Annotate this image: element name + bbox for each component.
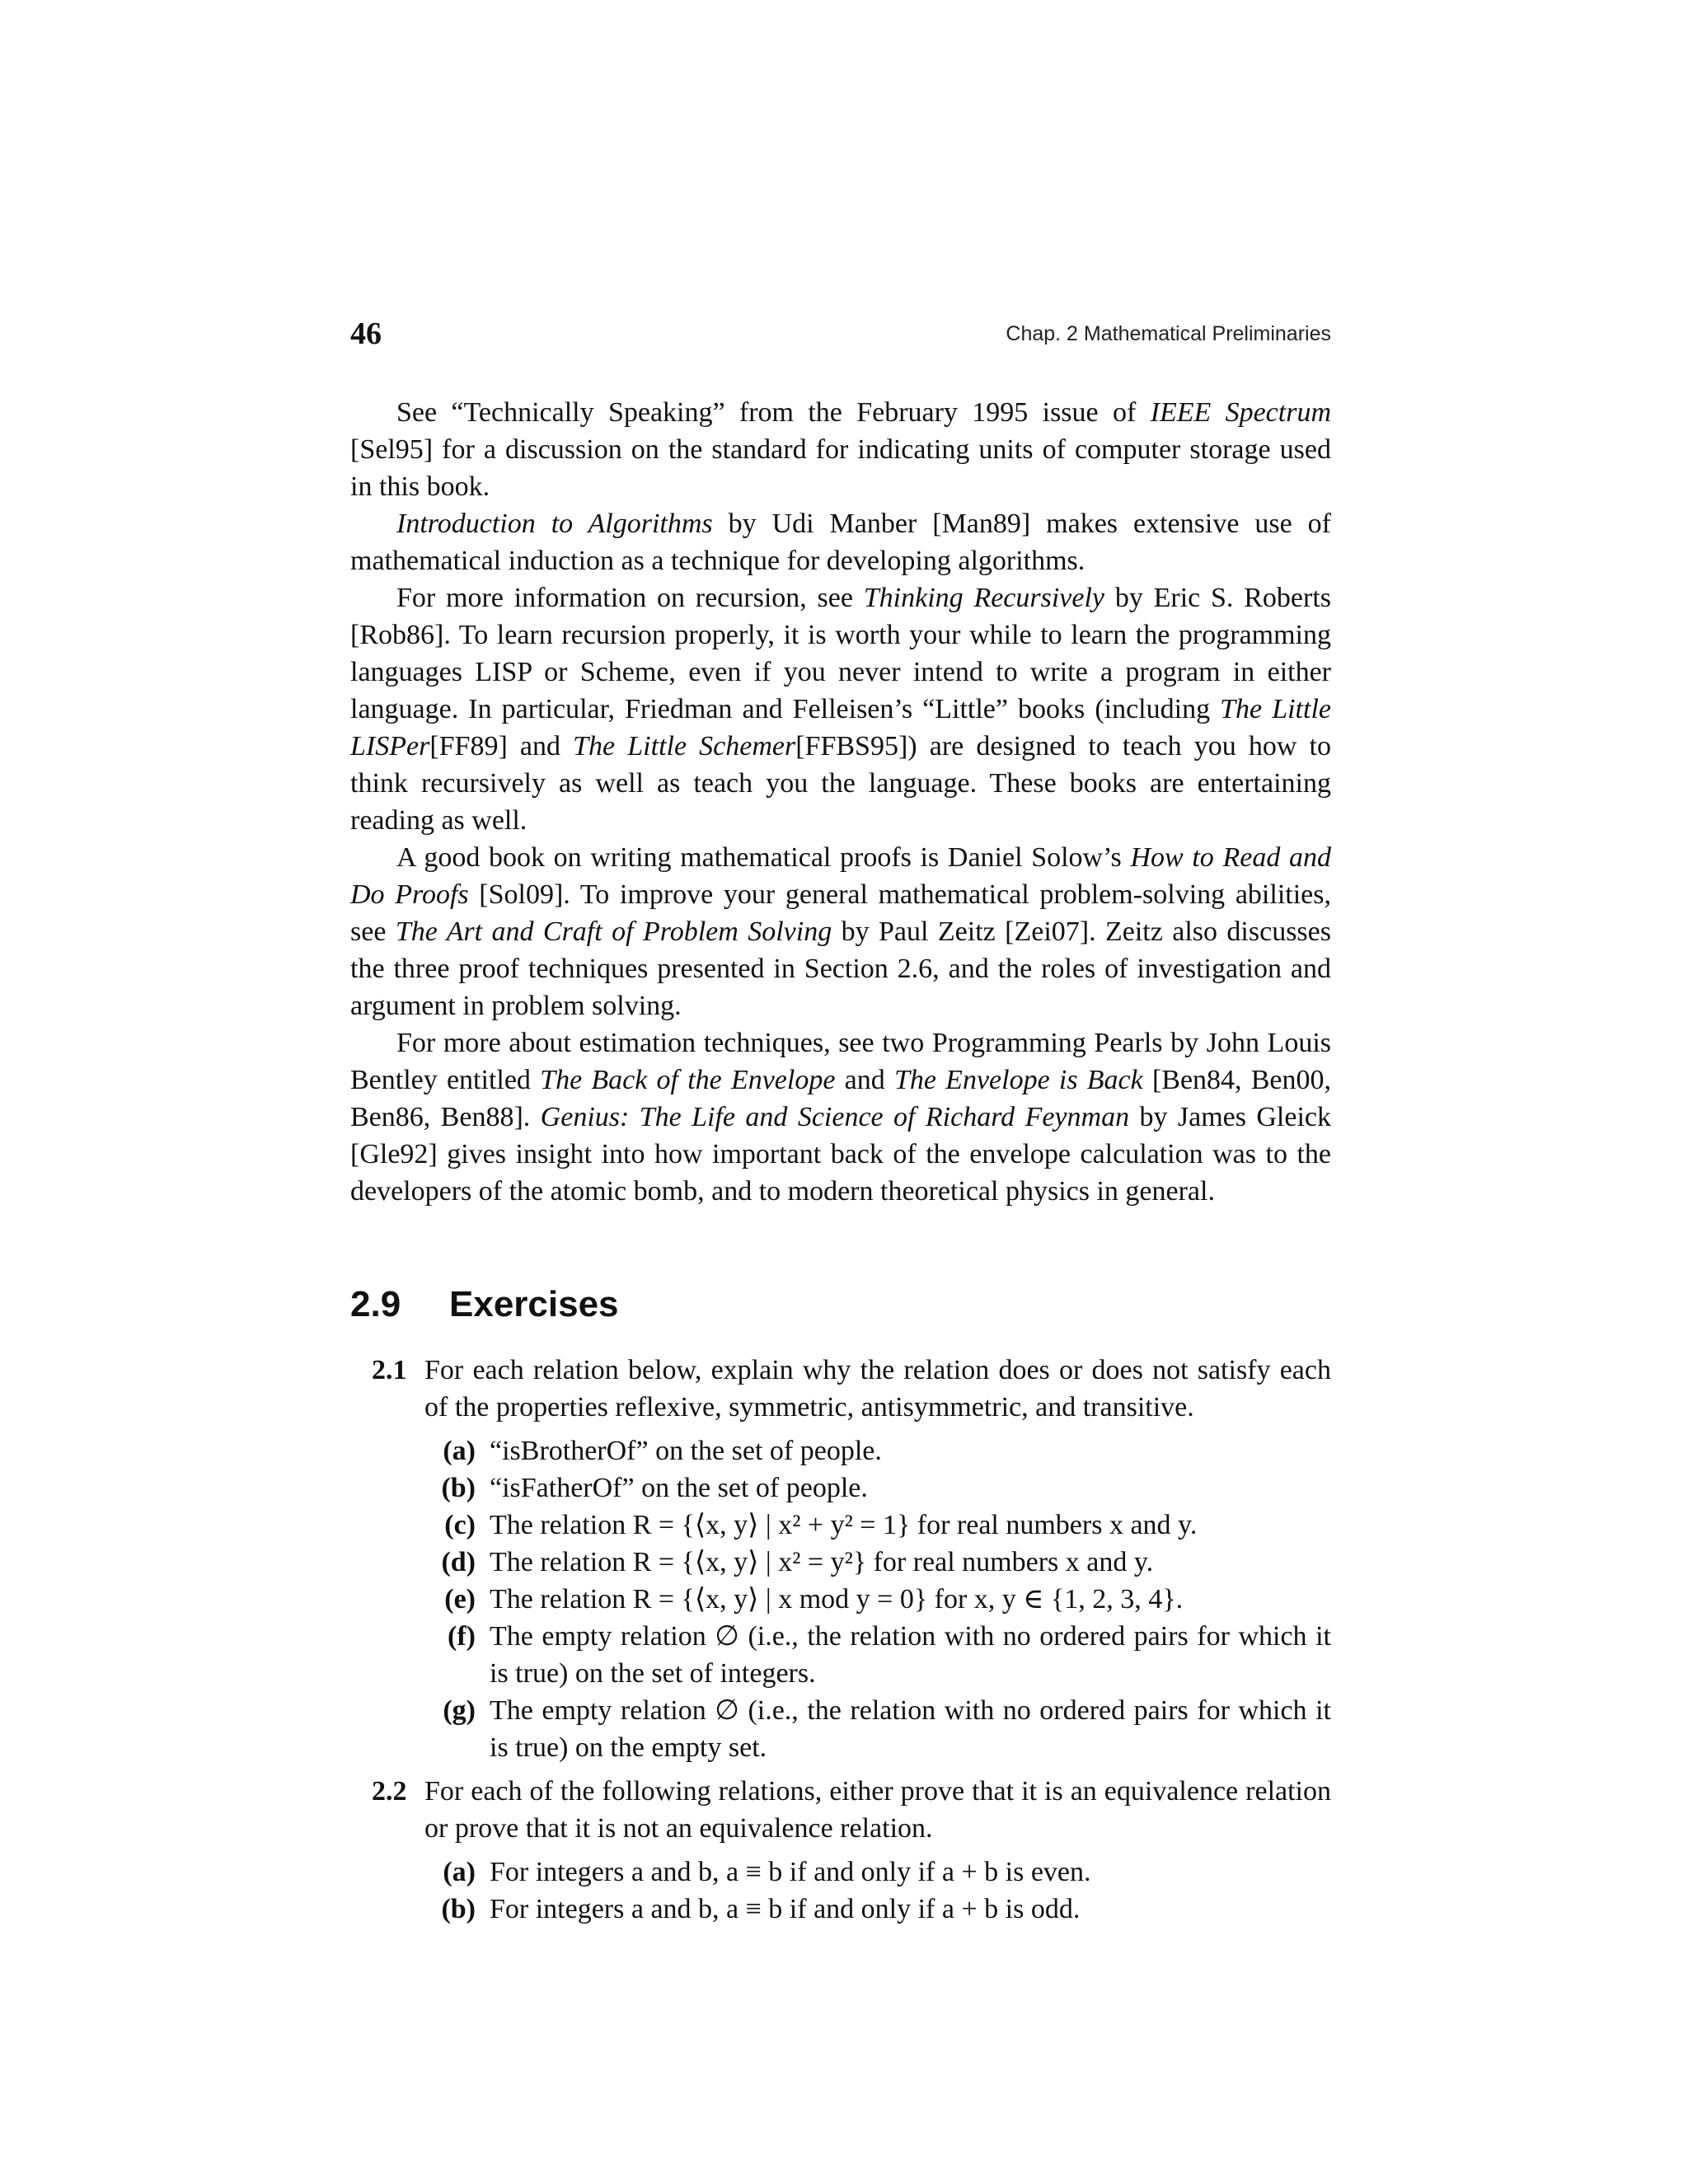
section-heading (350, 1282, 619, 1328)
page-header (350, 316, 1331, 357)
sub-label: (c) (444, 1510, 476, 1540)
sub-text: For integers a and b, a ≡ b if and only if a + b is even. (490, 1857, 1091, 1887)
sub-text: “isFatherOf” on the set of people. (490, 1473, 868, 1503)
book-title: Thinking Recursively (863, 583, 1105, 613)
sub-label: (a) (443, 1436, 476, 1466)
exercise-number: 2.1 (372, 1355, 407, 1385)
sub-text: The empty relation ∅ (i.e., the relation with no ordered pairs for which it is true) on the set of integers. (490, 1621, 1331, 1689)
section-number: 2.9 (350, 1284, 401, 1324)
book-title: Introduction to Algorithms (396, 509, 713, 539)
sub-label: (f) (448, 1621, 476, 1652)
sub-exercise (424, 1854, 1331, 1891)
sub-exercise (424, 1618, 1331, 1692)
page-number: 46 (350, 316, 382, 351)
paragraph-5: For more about estimation techniques, see two Programming Pearls by John Louis Bentley entitled The Back of the Envelope and The Envelope is Back [Ben84, Ben00, Ben86, Ben88]. Genius: The Life and Science of Richard Feynman by James Gleick [Gle92] gives insight into how important back of the envelope calculation was to the developers of the atomic bomb, and to modern theoretical physics in general. (350, 1028, 1332, 1207)
sub-exercise (424, 1469, 1331, 1507)
section-title: Exercises (449, 1284, 619, 1324)
sub-text: The relation R = {⟨x, y⟩ | x mod y = 0} for x, y ∈ {1, 2, 3, 4}. (490, 1584, 1184, 1615)
exercise-2-1 (350, 1352, 1331, 1766)
running-head: Chap. 2 Mathematical Preliminaries (1006, 322, 1331, 345)
paragraph-3: For more information on recursion, see Thinking Recursively by Eric S. Roberts [Rob86]. To learn recursion properly, it is worth your while to learn the programming languages LISP or Scheme, even if you never intend to write a program in either language. In particular, Friedman and Felleisen’s “Little” books (including The Little LISPer[FF89] and The Little Schemer[FFBS95]) are designed to teach you how to think recursively as well as teach you the language. These books are entertaining reading as well. (350, 583, 1331, 836)
sub-exercise (424, 1581, 1331, 1618)
sub-exercise (424, 1432, 1331, 1469)
book-title: The Little Schemer (573, 731, 796, 762)
exercise-text: For each relation below, explain why the relation does or does not satisfy each of the properties reflexive, symmetric, antisymmetric, and transitive. (424, 1355, 1331, 1422)
exercise-2-2 (350, 1773, 1331, 1928)
book-title: The Art and Craft of Problem Solving (395, 916, 832, 947)
sub-label: (d) (441, 1547, 476, 1577)
sub-label: (a) (443, 1857, 476, 1887)
sub-label: (b) (441, 1473, 476, 1503)
sub-exercise (424, 1544, 1331, 1581)
sub-label: (b) (441, 1894, 476, 1924)
exercise-text: For each of the following relations, either prove that it is an equivalence relation or prove that it is not an equivalence relation. (424, 1776, 1331, 1844)
exercise-number: 2.2 (372, 1776, 407, 1807)
sub-exercise (424, 1692, 1331, 1766)
sub-text: The empty relation ∅ (i.e., the relation with no ordered pairs for which it is true) on the empty set. (490, 1695, 1331, 1763)
sub-exercise-list (424, 1432, 1331, 1766)
paragraph-1: See “Technically Speaking” from the February 1995 issue of IEEE Spectrum [Sel95] for a discussion on the standard for indicating units of computer storage used in this book. (350, 397, 1332, 502)
sub-label: (e) (444, 1584, 476, 1615)
sub-exercise (424, 1507, 1331, 1544)
book-title: IEEE Spectrum (1150, 397, 1332, 428)
book-title: Genius: The Life and Science of Richard Feynman (540, 1102, 1130, 1132)
sub-exercise-list (424, 1854, 1331, 1928)
paragraph-2: Introduction to Algorithms by Udi Manber [Man89] makes extensive use of mathematical induction as a technique for developing algorithms. (350, 509, 1331, 576)
sub-exercise (424, 1891, 1331, 1928)
book-title: The Back of the Envelope (540, 1065, 836, 1095)
sub-label: (g) (443, 1695, 476, 1726)
body-text (350, 394, 1331, 1210)
sub-text: For integers a and b, a ≡ b if and only if a + b is odd. (490, 1894, 1081, 1924)
book-title: The Little LISPer (350, 694, 1331, 762)
paragraph-4: A good book on writing mathematical proofs is Daniel Solow’s How to Read and Do Proofs [Sol09]. To improve your general mathematical problem-solving abilities, see The Art and Craft of Problem Solving by Paul Zeitz [Zei07]. Zeitz also discusses the three proof techniques presented in Section 2.6, and the roles of investigation and argument in problem solving. (350, 842, 1331, 1021)
sub-text: The relation R = {⟨x, y⟩ | x² = y²} for real numbers x and y. (490, 1547, 1154, 1577)
sub-text: The relation R = {⟨x, y⟩ | x² + y² = 1} for real numbers x and y. (490, 1510, 1198, 1540)
book-title: The Envelope is Back (893, 1065, 1143, 1095)
book-title: How to Read and Do Proofs (350, 842, 1331, 910)
sub-text: “isBrotherOf” on the set of people. (490, 1436, 882, 1466)
exercise-list (350, 1352, 1331, 1934)
